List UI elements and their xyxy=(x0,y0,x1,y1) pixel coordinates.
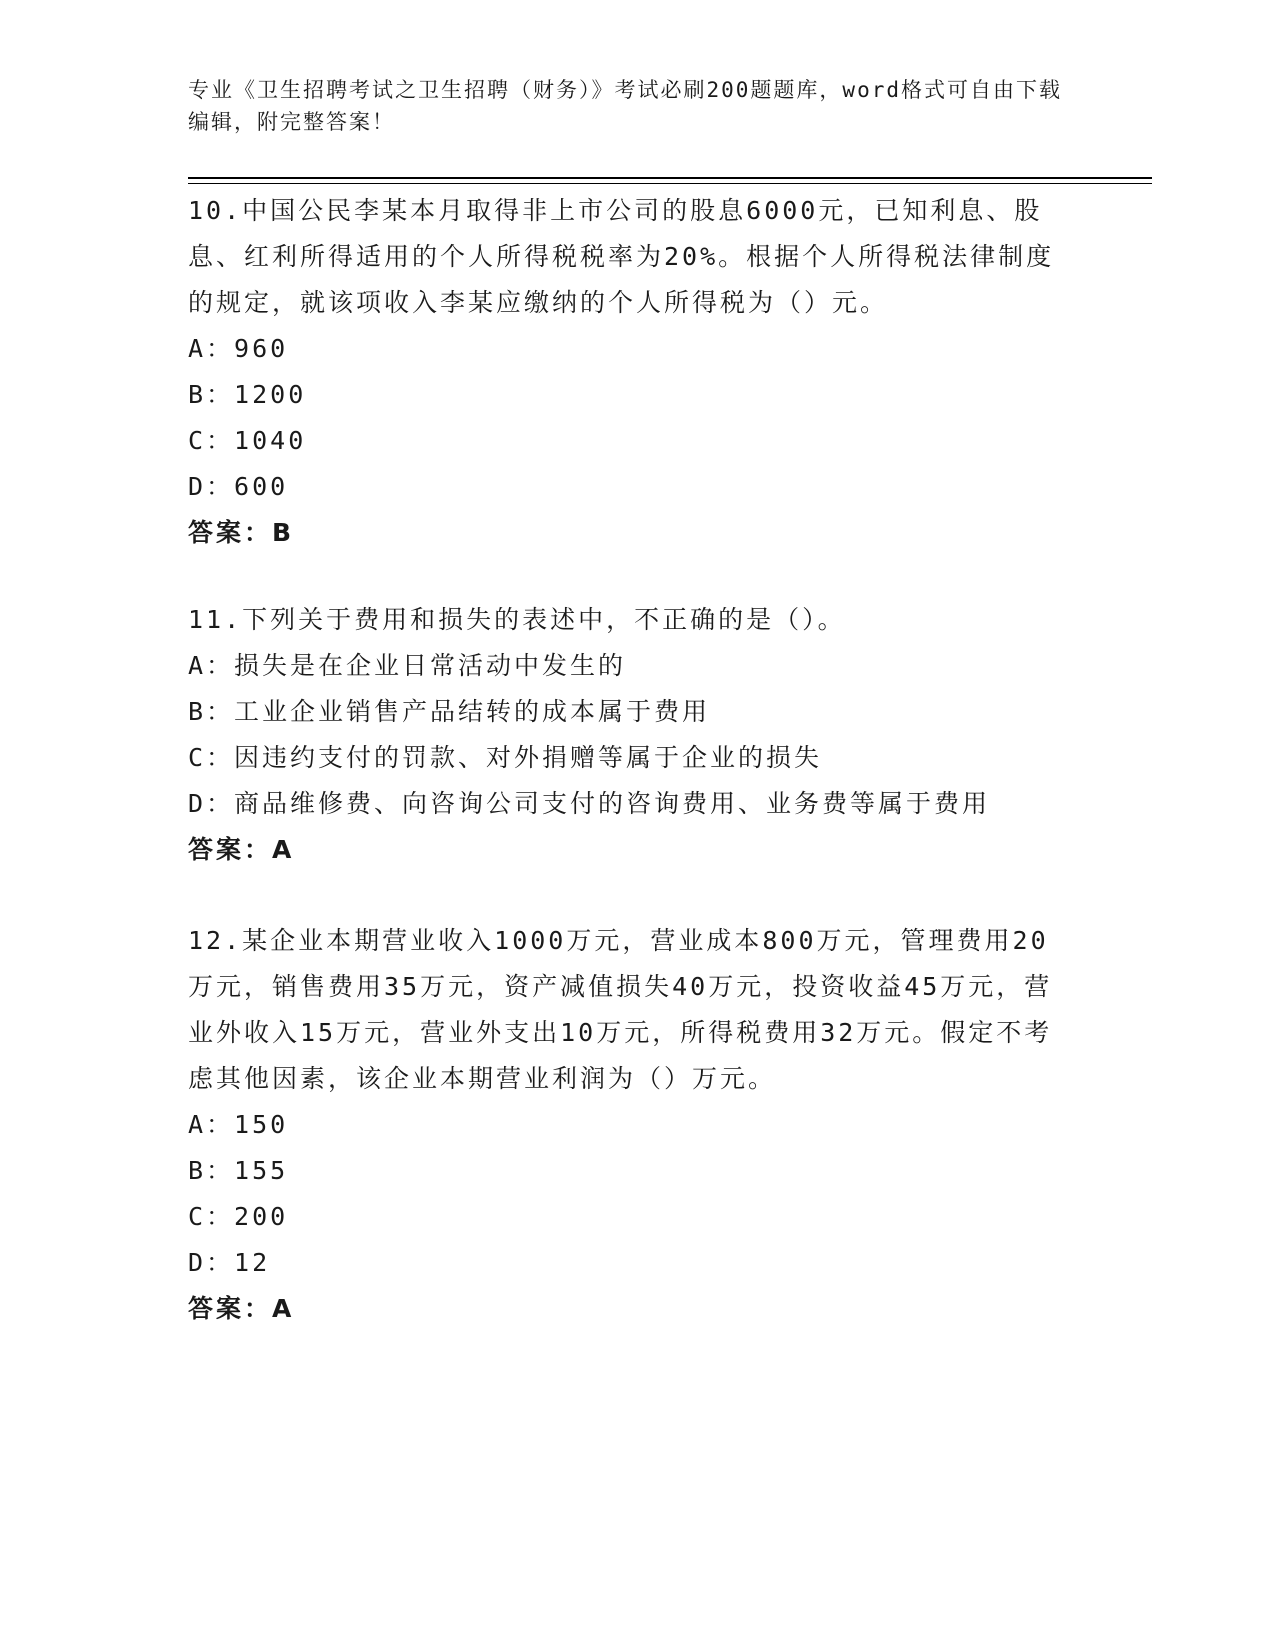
question-stem: 11.下列关于费用和损失的表述中，不正确的是（）。 xyxy=(188,605,846,634)
option-a: A：960 xyxy=(188,334,289,363)
option-b: B：155 xyxy=(188,1156,289,1185)
option-a: A：损失是在企业日常活动中发生的 xyxy=(188,651,627,680)
answer-line: 答案：B xyxy=(188,518,295,547)
option-d: D：商品维修费、向咨询公司支付的咨询费用、业务费等属于费用 xyxy=(188,789,991,818)
question-stem: 12.某企业本期营业收入1000万元，营业成本800万元，管理费用20万元，销售费用35万元，资产减值损失40万元，投资收益45万元，营业外收入15万元，营业外支出10万元，所得税费用32万元。假定不考虑其他因素，该企业本期营业利润为（）万元。 xyxy=(188,926,1053,1093)
option-c: C：因违约支付的罚款、对外捐赠等属于企业的损失 xyxy=(188,743,823,772)
answer-line: 答案：A xyxy=(188,835,295,864)
answer-line: 答案：A xyxy=(188,1294,295,1323)
option-a: A：150 xyxy=(188,1110,289,1139)
question-11 xyxy=(188,597,1068,873)
option-c: C：200 xyxy=(188,1202,289,1231)
option-b: B：1200 xyxy=(188,380,307,409)
header-divider xyxy=(188,177,1152,184)
document-header: 专业《卫生招聘考试之卫生招聘（财务）》考试必刷200题题库，word格式可自由下载编辑，附完整答案！ xyxy=(188,78,1062,134)
question-10 xyxy=(188,188,1068,556)
question-stem: 10.中国公民李某本月取得非上市公司的股息6000元，已知利息、股息、红利所得适用的个人所得税税率为20%。根据个人所得税法律制度的规定，就该项收入李某应缴纳的个人所得税为（）元。 xyxy=(188,196,1055,317)
option-d: D：600 xyxy=(188,472,289,501)
option-b: B：工业企业销售产品结转的成本属于费用 xyxy=(188,697,711,726)
question-12 xyxy=(188,918,1068,1332)
option-d: D：12 xyxy=(188,1248,271,1277)
option-c: C：1040 xyxy=(188,426,307,455)
